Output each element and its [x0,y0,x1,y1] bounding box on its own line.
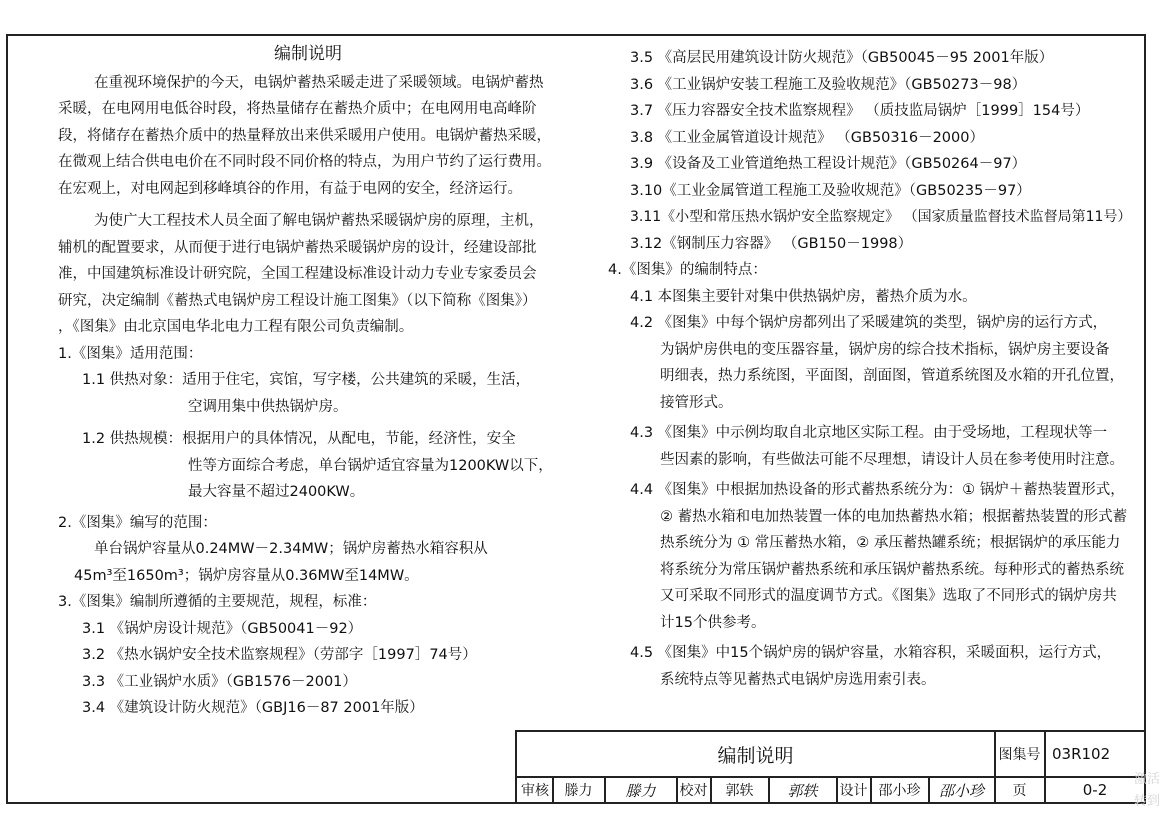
page-number: 0-2 [1082,781,1108,799]
section-heading: 3.《图集》编制所遵循的主要规范，规程，标准： [58,594,377,610]
list-item: 3.11《小型和常压热水锅炉安全监察规定》 （国家质量监督技术监督局第11号） [630,209,1132,225]
list-item-continuation: 些因素的影响，有些做法可能不尽理想，请设计人员在参考使用时注意。 [660,451,1124,468]
list-item: 1.1 供热对象：适用于住宅，宾馆，写字楼，公共建筑的采暖，生活， [82,372,531,388]
list-item: 3.5 《高层民用建筑设计防火规范》（GB50045－95 2001年版） [630,50,1054,66]
checker-name: 郭轶 [725,783,754,799]
activation-watermark: 激活 [1133,772,1160,787]
page-label: 页 [1012,783,1027,799]
atlas-number-label: 图集号 [998,747,1041,763]
list-item-continuation: 明细表，热力系统图，平面图，剖面图，管道系统图及水箱的开孔位置， [660,368,1124,384]
activation-watermark: 转到 [1133,794,1160,809]
list-item-continuation: 系统特点等见蓄热式电锅炉房选用索引表。 [660,671,936,688]
list-item-continuation: ② 蓄热水箱和电加热装置一体的电加热蓄热水箱；根据蓄热装置的形式蓄 [660,508,1128,525]
paragraph-line: 在微观上结合供电电价在不同时段不同价格的特点，为用户节约了运行费用。 [58,154,551,170]
list-item-continuation: 热系统分为 ① 常压蓄热水箱，② 承压蓄热罐系统；根据锅炉的承压能力 [660,535,1121,551]
list-item-continuation: 空调用集中供热锅炉房。 [188,398,348,415]
list-item: 4.2 《图集》中每个锅炉房都列出了采暖建筑的类型，锅炉房的运行方式， [630,315,1108,331]
list-item: 3.2 《热水锅炉安全技术监察规程》（劳部字［1997］74号） [82,647,477,663]
right-column [608,45,1140,693]
list-item: 4.5 《图集》中15个锅炉房的锅炉容量，水箱容积，采暖面积，运行方式， [630,645,1112,661]
section-heading: 2.《图集》编写的范围： [58,514,217,531]
paragraph-line: 研究，决定编制《蓄热式电锅炉房工程设计施工图集》（以下简称《图集》） [58,292,537,309]
page-title: 编制说明 [274,44,342,64]
reviewer-name: 滕力 [564,783,593,799]
list-item: 3.6 《工业锅炉安装工程施工及验收规范》（GB50273－98） [630,76,1027,93]
list-item: 1.2 供热规模：根据用户的具体情况，从配电，节能，经济性，安全 [82,431,516,447]
section-heading: 1.《图集》适用范围： [58,345,203,362]
paragraph-line: 准，中国建筑标准设计研究院，全国工程建设标准设计动力专业专家委员会 [58,266,537,282]
frame-right-border [1144,34,1146,804]
checker-signature: 郭轶 [787,781,818,800]
paragraph-line: 45m³至1650m³；锅炉房容量从0.36MW至14MW。 [74,567,419,584]
list-item-continuation: 又可采取不同形式的温度调节方式。《图集》选取了不同形式的锅炉房共 [660,588,1117,604]
list-item: 3.9 《设备及工业管道绝热工程设计规范》（GB50264－97） [630,156,1027,172]
design-label: 设计 [839,783,868,799]
atlas-number: 03R102 [1052,745,1111,763]
list-item: 3.12《钢制压力容器》 （GB150－1998） [630,235,913,252]
list-item-continuation: 接管形式。 [660,394,733,411]
paragraph-line: ，《图集》由北京国电华北电力工程有限公司负责编制。 [58,319,414,335]
list-item: 4.3 《图集》中示例均取自北京地区实际工程。由于受场地，工程现状等一 [630,425,1108,441]
section-heading: 4.《图集》的编制特点： [608,262,767,278]
list-item: 3.4 《建筑设计防火规范》（GBJ16－87 2001年版） [82,700,424,716]
list-item-continuation: 计15个供参考。 [660,614,766,631]
list-item-continuation: 最大容量不超过2400KW。 [188,484,365,500]
review-label: 审核 [521,783,549,799]
list-item-continuation: 为锅炉房供电的变压器容量，锅炉房的综合技术指标，锅炉房主要设备 [660,341,1110,358]
paragraph-line: 为使广大工程技术人员全面了解电锅炉蓄热采暖锅炉房的原理，主机， [94,213,544,229]
list-item-continuation: 将系统分为常压锅炉蓄热系统和承压锅炉蓄热系统。每种形式的蓄热系统 [660,561,1124,578]
list-item: 3.3 《工业锅炉水质》（GB1576－2001） [82,673,357,690]
left-column [58,41,558,722]
designer-signature: 邵小珍 [938,781,984,800]
list-item: 4.4 《图集》中根据加热设备的形式蓄热系统分为：① 锅炉＋蓄热装置形式， [630,482,1125,498]
paragraph-line: 采暖，在电网用电低谷时段，将热量储存在蓄热介质中；在电网用电高峰阶 [58,101,537,117]
reviewer-signature: 滕力 [625,781,656,800]
list-item-continuation: 性等方面综合考虑，单台锅炉适宜容量为1200KW以下， [188,457,553,474]
title-block-sheet-title: 编制说明 [717,744,794,767]
list-item: 3.1 《锅炉房设计规范》（GB50041－92） [82,620,363,637]
list-item: 3.8 《工业金属管道设计规范》 （GB50316－2000） [630,129,984,146]
paragraph-line: 单台锅炉容量从0.24MW－2.34MW；锅炉房蓄热水箱容积从 [94,541,488,557]
check-label: 校对 [679,783,708,799]
list-item: 4.1 本图集主要针对集中供热锅炉房，蓄热介质为水。 [630,288,977,305]
list-item: 3.7 《压力容器安全技术监察规程》 （质技监局锅炉［1999］154号） [630,103,1090,119]
paragraph-line: 辅机的配置要求，从而便于进行电锅炉蓄热采暖锅炉房的设计，经建设部批 [58,239,537,256]
list-item: 3.10《工业金属管道工程施工及验收规范》（GB50235－97） [630,182,1031,199]
paragraph-line: 在宏观上，对电网起到移峰填谷的作用，有益于电网的安全，经济运行。 [58,180,522,197]
paragraph-line: 在重视环境保护的今天，电锅炉蓄热采暖走进了采暖领域。电锅炉蓄热 [94,74,544,91]
designer-name: 邵小珍 [878,783,921,799]
paragraph-line: 段，将储存在蓄热介质中的热量释放出来供采暖用户使用。电锅炉蓄热采暖， [58,127,551,144]
